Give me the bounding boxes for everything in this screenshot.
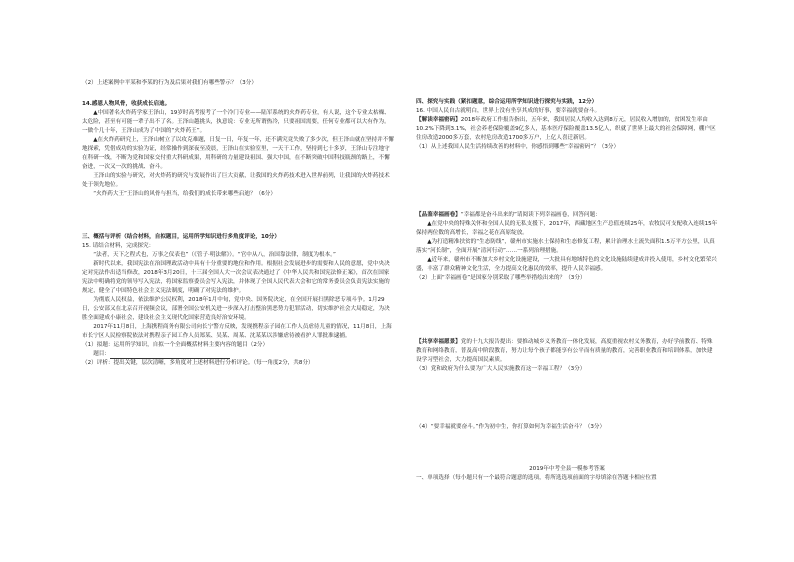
pinjian-block <box>416 211 718 283</box>
paragraph <box>416 211 718 220</box>
question-text: （2）上述案例中平某和李某的行为及后果对我们有哪些警示？（3分） <box>82 80 257 86</box>
gongxiang-label: 【共享幸福愿景】 <box>416 339 461 345</box>
question-heading: 16. 中国人民自古就明白，世界上没有坐享其成的好事，要幸福就要奋斗。 <box>416 108 601 114</box>
title-blank[interactable] <box>110 351 230 359</box>
paragraph: 新时代以来，我国宪法在治国理政活动中具有十分重要的地位和作用。根据社会发展进步的需要和人民的意愿，党中央决定对宪法作出适当修改，2018年3月20日，十三届全国人大一次会议表决通过了《中华人民共和国宪法修正案》，首次在国家宪法中明确将党的领导写入宪法，将国家监察委员会写入宪法，并体现了全国人民代表大会和它的常务委员会负责宪法实施的规定，健全了中国特色社会主义宪法制度，明确了对宪法的维护。 <box>82 261 390 294</box>
question-text: （4）“要幸福就要奋斗。”作为初中生，你打算如何为幸福生活奋斗？（3分） <box>416 424 606 430</box>
question-2: （2）上面“幸福画卷”是国家分别采取了哪些举措绘出来的？（3分） <box>416 275 586 281</box>
paragraph: 为彻底人民权益，依法维护公民权利，2018年1月中旬，党中央、国务院决定，在全国开展扫黑除恶专项斗争。1月29日，公安部又在北京召开视频会议，部署全国公安机关进一步深入打击整治黑恶势力犯罪活动，切实维护社会大局稳定，为决胜全面建成小康社会，建设社会主义现代化国家营造良好治安环境。 <box>82 297 390 321</box>
paragraph: ▲中国著名火炸药学家王泽山，19岁时高考报考了一个冷门专业——陆军系统的火炸药专业，有人说，这个专业太枯燥、太危险，甚至有可能一辈子出不了名。王泽山越挑头，执意说：专业无所谓热冷，只要祖国需要，任何专业都可以大有作为。一做个几十年，王泽山成为了中国的“火炸药王”。 <box>82 110 390 134</box>
jiedu-text: 2018年政府工作报告指出，五年来，我国居民人均收入达到8万元，居民收入增加的，贫困发生率由10.2%下降到3.1%，社会养老保险覆盖9亿多人，基本医疗保险覆盖13.5亿人，织就了世界上最大的社会保障网，棚户区住房改造2000多万套，农村危房改造1700多万户，上亿人喜迁新居。 <box>416 117 716 141</box>
task-2: （2）评析：提出关键，层次清晰，多角度对上述材料进行分析评论。（每一角度2分，共8分） <box>82 360 314 366</box>
question-heading: 14.感恩人物风骨，收获成长启迪。 <box>82 101 171 107</box>
title-line <box>82 350 394 359</box>
question-prompt: “火炸药大王”王泽山的风骨与担当，给我们的成长带来哪些启迪？（6分） <box>93 191 276 197</box>
gongxiang-block <box>416 338 718 374</box>
task-1: （1）拟题：运用所学知识，自拟一个全面概括材料主要内容的题目（2分） <box>82 342 269 348</box>
paragraph: ▲在火炸药研究上，王泽山树立了以攻克难题，日复一日，年复一年，还不满究竟失败了多少次，但王泽山就在坚持并不懈地探索，凭借成功的实验为证，经常操作到深夜至凌晨，王泽山在实验室里，一天干工作，坚持到七十多岁，王泽山专注地守在科研一线，不断为党和国家交付重大科研成果，用科研的力量建设祖国、强大中国，在不断突破中国科技瓶颈的路上，不懈奋进，一次又一次的挑战、奋斗。 <box>82 137 394 170</box>
gongxiang-text: 党的十九大报告提出：要推动城乡义务教育一体化发展，高度重视农村义务教育，办好学前教育、特殊教育和网络教育，普及高中阶段教育，努力让每个孩子都能享有公平而有质量的教育，完善职业教育和培训体系，加快建设学习型社会，大力提高国民素质。 <box>416 339 713 363</box>
paragraph: ▲在党中央的特殊关怀和全国人民的无私支援下，2017年，西藏地区生产总值连续25年，农牧民可支配收入连续15年保持两位数的高增长，幸福之花在高原绽放。 <box>416 221 718 236</box>
question-14 <box>82 100 394 199</box>
paragraph: 2017年11月8日，上海携程商务有限公司向长宁警方反映，发现携程亲子园在工作人员虐待儿童的情况，11月8日，上海市长宁区人民检察院依法对携程亲子园工作人员郑某、吴某、周某、沈某某以涉嫌虐待被看护人罪批准逮捕。 <box>82 324 392 339</box>
pinjian-label: 【品鉴幸福画卷】 <box>416 212 461 218</box>
answers-line: 一、单项选择（每小题只有一个最符合题意的选项，将所选选项前面的字母填涂在答题卡相应位置 <box>416 475 657 481</box>
paragraph <box>416 116 718 143</box>
question-heading: 15. 请结合材料，完成探究： <box>82 243 155 249</box>
jiedu-label: 【解读幸福密码】 <box>416 117 461 123</box>
section-heading: 四、探究与实践（紧扣题意，综合运用所学知识进行探究与实践，12分） <box>416 99 598 105</box>
question-2-top <box>82 79 394 88</box>
question-3: （3）党和政府为什么要为广大人民实施教育这一幸福工程？（3分） <box>416 366 586 372</box>
quote: “法者，天下之程式也，万事之仪表也”（《管子·明法解》）。“官中从八，治国靠法律，制度为根本。” <box>93 252 336 258</box>
question-1: （1）从上述我国人民生活持续改善的材料中，你感悟到哪些“幸福密码”？（3分） <box>416 144 620 150</box>
answers-title: 2019年中考全县一模参考答案 <box>529 466 605 472</box>
section-3 <box>82 233 394 368</box>
section-4 <box>416 98 718 152</box>
paragraph <box>416 338 718 365</box>
paragraph: ▲为打造精准扶贫的“生态防线”，赣州市实施水土保持和生态修复工程，累计治理水土流失面积1.5万平方公里，认真落实“河长制”，全面开展“清河行动”……一系列治理措施。 <box>416 239 715 254</box>
title-label: 题目： <box>93 351 110 357</box>
answers-section <box>416 465 718 483</box>
paragraph: ▲近年来，赣州市不断加大乡村文化设施建设，一大批具有地域特色的文化设施陆续建成并投入使用，乡村文化繁荣兴盛，丰富了群众精神文化生活，全力提高文化惠民的效率，提升人民幸福感。 <box>416 257 717 272</box>
pinjian-intro: “幸福都是奋斗出来的”请阅读下列幸福画卷，回答问题： <box>460 212 601 218</box>
section-heading: 三、概括与评析（结合材料，自拟题目，运用所学知识进行多角度评论，10分） <box>82 234 280 240</box>
paragraph: 王泽山的实验与研究，对火炸药的研究与发展作出了巨大贡献，让我国的火炸药技术进入世界前列，让我国的火炸药技术处于领先地位。 <box>82 173 390 188</box>
question-4 <box>416 423 718 432</box>
